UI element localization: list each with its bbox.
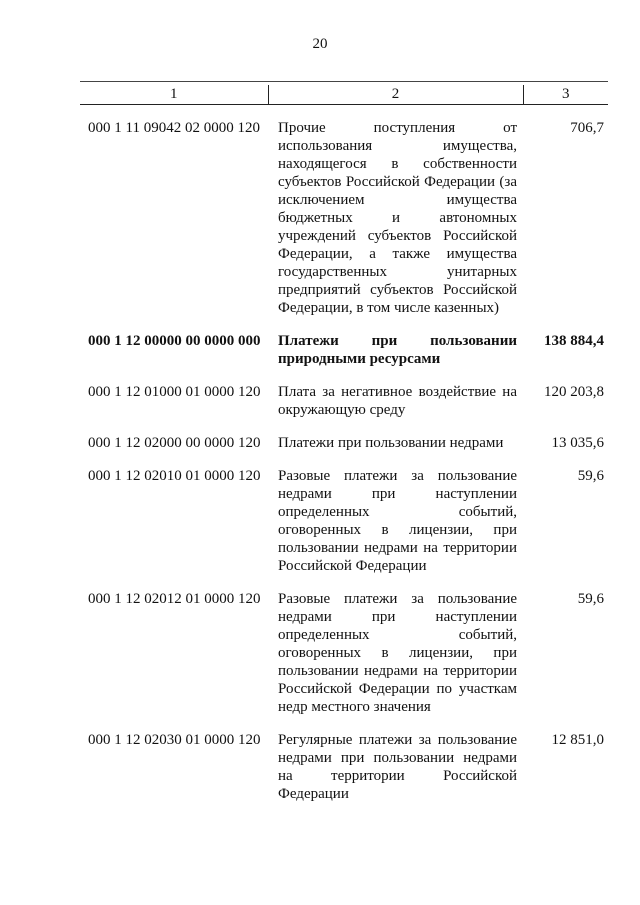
budget-table — [80, 85, 608, 817]
budget-code: 000 1 12 02030 01 0000 120 — [88, 732, 261, 748]
table-row — [80, 730, 608, 817]
item-amount: 13 035,6 — [551, 435, 604, 451]
table-row — [80, 331, 608, 382]
item-name: Плата за негативное воздействие на окружающую среду — [278, 384, 517, 418]
table-row — [80, 589, 608, 730]
budget-code: 000 1 12 00000 00 0000 000 — [88, 333, 261, 349]
table-row — [80, 105, 608, 332]
item-name: Разовые платежи за пользование недрами при наступлении определенных событий, оговоренных в лицензии, при пользовании недрами на территории Российской Федерации по участкам недр местного значения — [278, 591, 517, 715]
item-amount: 138 884,4 — [544, 333, 604, 349]
table-top-rule — [80, 81, 608, 82]
table-header-row — [80, 85, 608, 105]
item-name: Разовые платежи за пользование недрами при наступлении определенных событий, оговоренных в лицензии, при пользовании недрами на территории Российской Федерации — [278, 468, 517, 574]
item-name: Регулярные платежи за пользование недрами при пользовании недрами на территории Российской Федерации — [278, 732, 517, 802]
item-amount: 59,6 — [577, 468, 604, 484]
item-amount: 706,7 — [570, 120, 604, 136]
table-row — [80, 466, 608, 589]
budget-code: 000 1 11 09042 02 0000 120 — [88, 120, 260, 136]
table-row — [80, 382, 608, 433]
column-number-1: 1 — [80, 85, 268, 105]
page-number: 20 — [312, 36, 328, 52]
item-amount: 59,6 — [577, 591, 604, 607]
budget-code: 000 1 12 02012 01 0000 120 — [88, 591, 261, 607]
column-number-2: 2 — [268, 85, 523, 105]
item-name: Прочие поступления от использования имущества, находящегося в собственности субъектов Российской Федерации (за исключением имущества бюджетных и автономных учреждений субъектов Российской Федерации, а также имущества государственных унитарных предприятий субъектов Российской Федерации, в том числе казенных) — [278, 120, 517, 316]
item-amount: 12 851,0 — [551, 732, 604, 748]
budget-code: 000 1 12 02000 00 0000 120 — [88, 435, 261, 451]
budget-code: 000 1 12 01000 01 0000 120 — [88, 384, 261, 400]
item-name: Платежи при пользовании природными ресурсами — [278, 333, 517, 367]
budget-code: 000 1 12 02010 01 0000 120 — [88, 468, 261, 484]
table-row — [80, 433, 608, 466]
item-amount: 120 203,8 — [544, 384, 604, 400]
item-name: Платежи при пользовании недрами — [278, 435, 504, 451]
column-number-3: 3 — [523, 85, 608, 105]
